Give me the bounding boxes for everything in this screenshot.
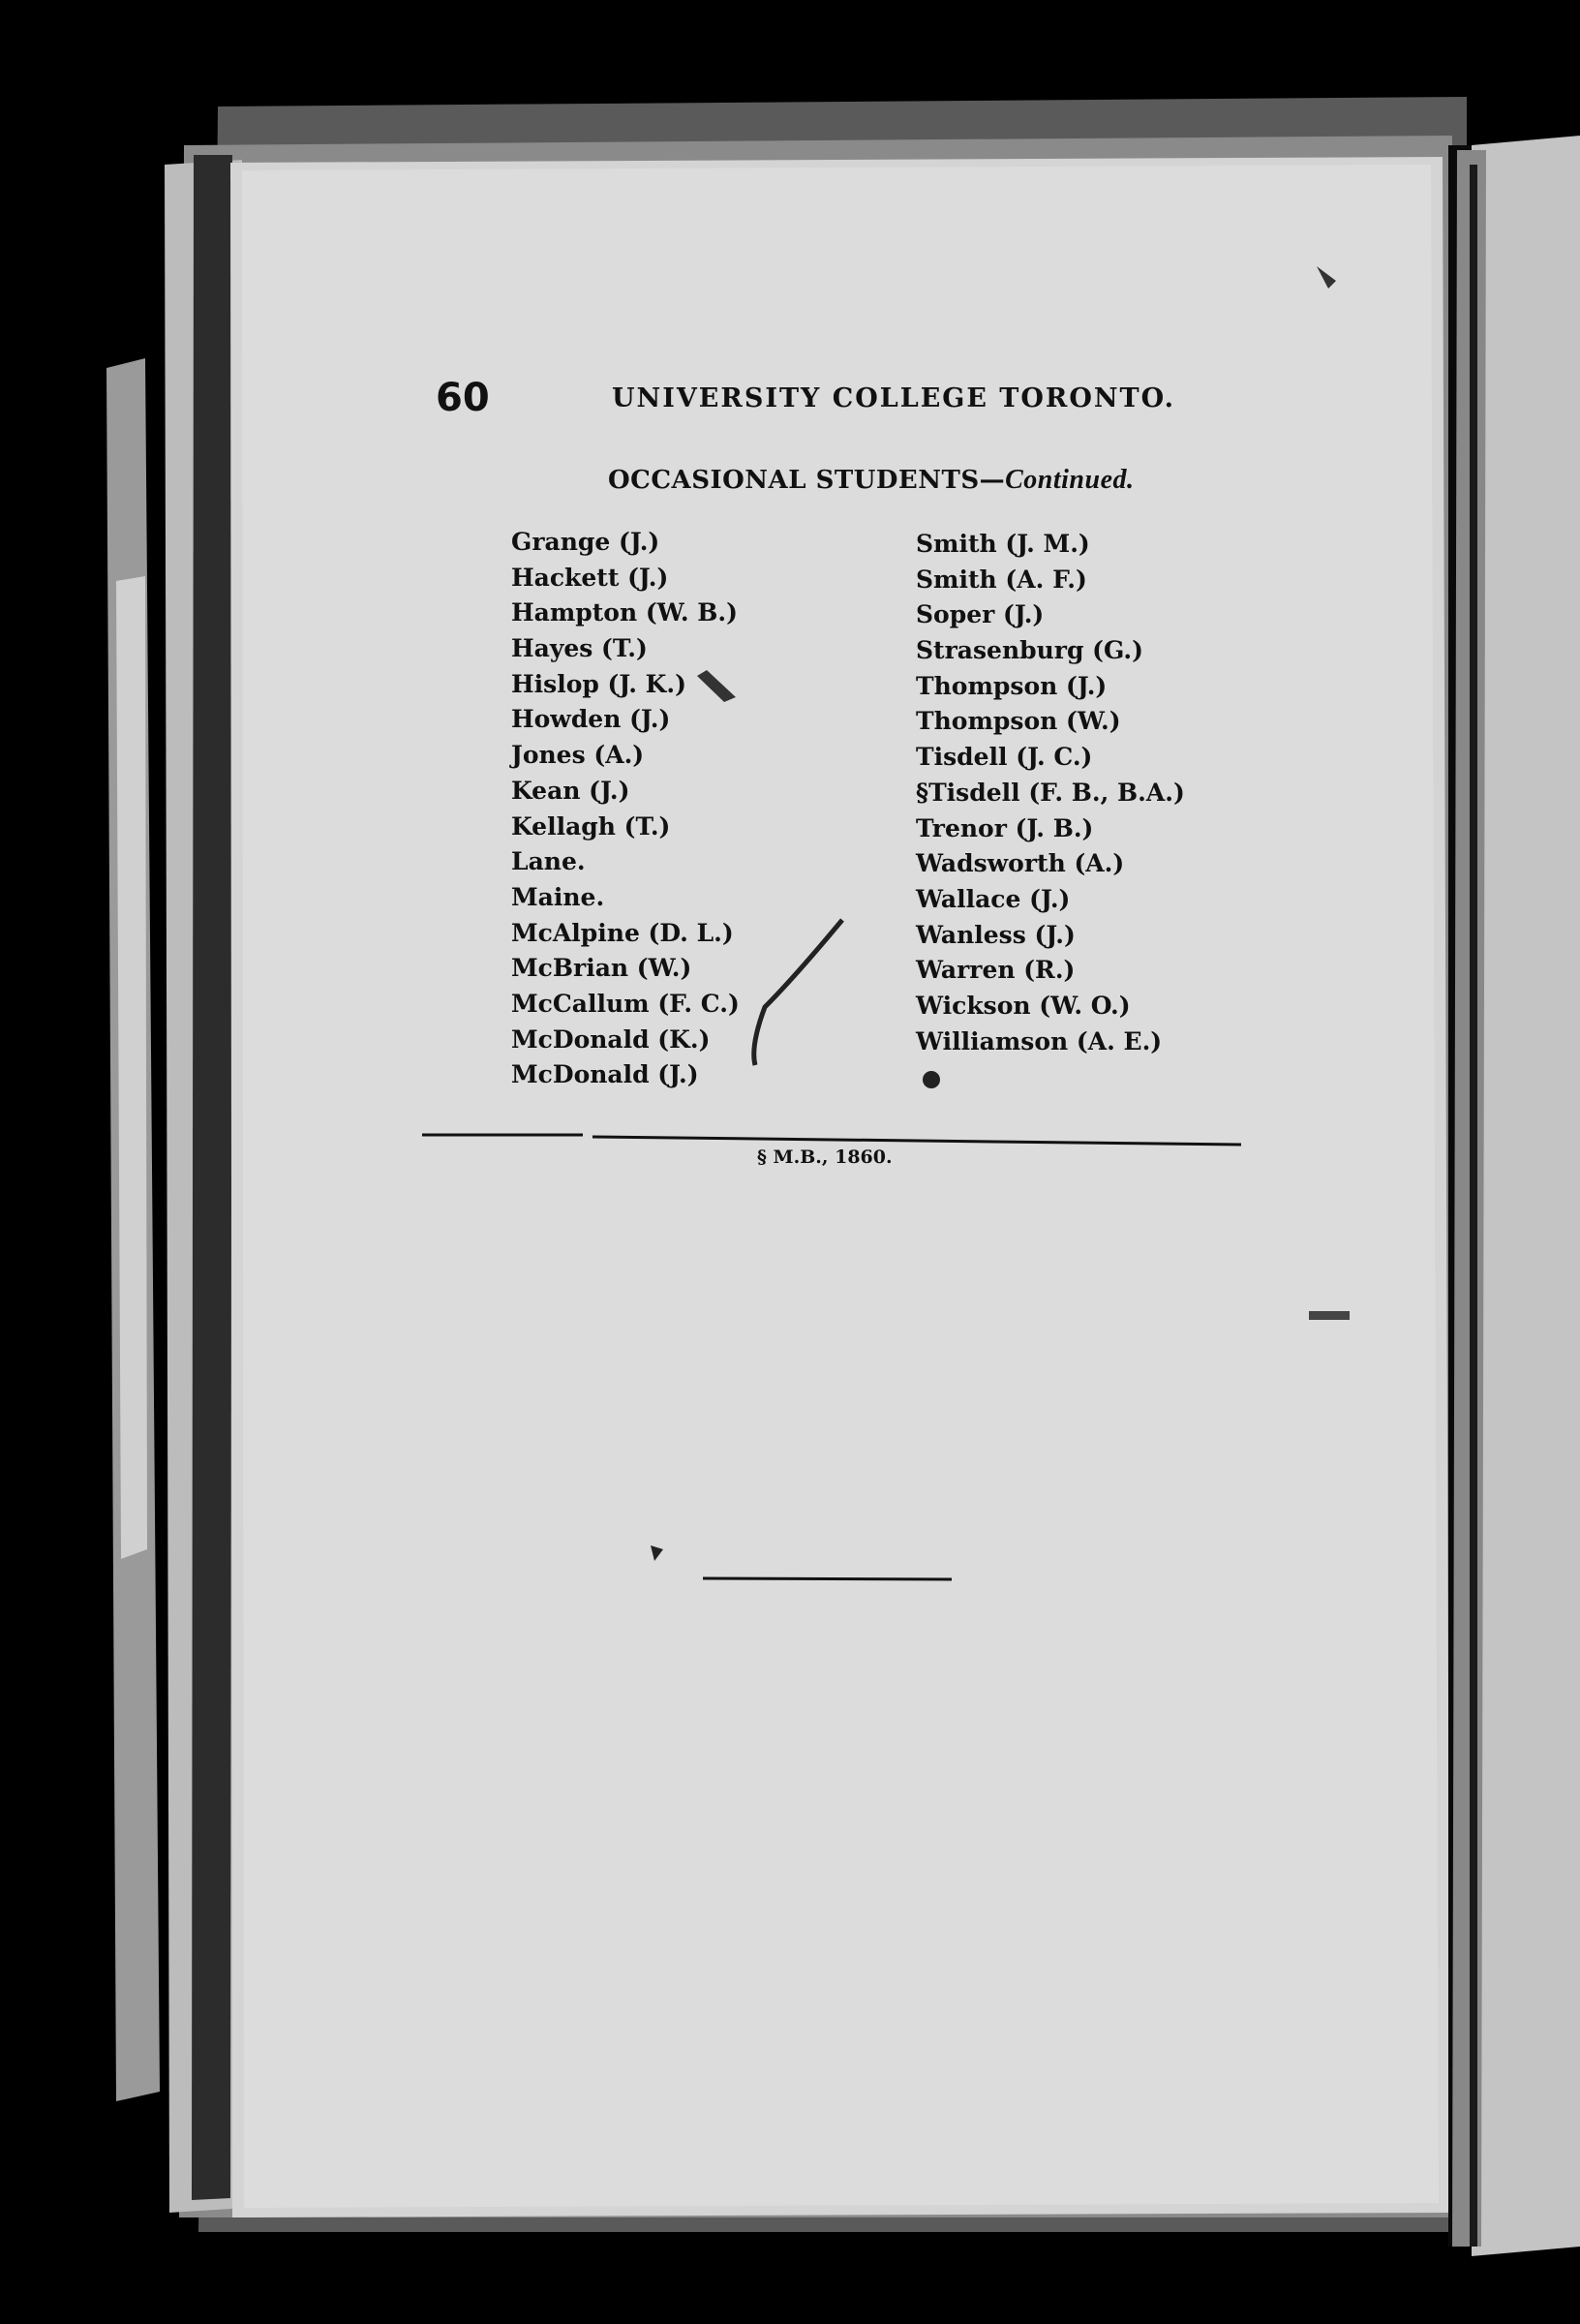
footnote: § M.B., 1860. (757, 1147, 893, 1168)
running-head: UNIVERSITY COLLEGE TORONTO. (612, 383, 1175, 413)
student-name: Wadsworth (A.) (916, 849, 1125, 878)
section-heading-continued: Continued. (1005, 465, 1135, 495)
student-name: Hackett (J.) (511, 563, 669, 592)
student-name: Hampton (W. B.) (511, 598, 738, 627)
section-heading-title: OCCASIONAL STUDENTS— (608, 466, 1006, 495)
student-name: Soper (J.) (916, 600, 1045, 629)
student-name: Thompson (J.) (916, 671, 1108, 700)
student-name: Grange (J.) (511, 528, 660, 556)
page-header (407, 376, 1175, 434)
student-name: §Tisdell (F. B., B.A.) (916, 778, 1185, 807)
student-list-right (916, 527, 1185, 1059)
student-name: Tisdell (J. C.) (916, 743, 1093, 772)
student-name: Kean (J.) (511, 776, 630, 805)
student-name: Warren (R.) (916, 956, 1076, 985)
student-name: Howden (J.) (511, 705, 671, 734)
student-name: McBrian (W.) (511, 954, 692, 983)
student-name: McDonald (J.) (511, 1060, 699, 1089)
student-name: Jones (A.) (511, 741, 645, 770)
student-name: Maine. (511, 882, 605, 911)
section-heading (608, 465, 1135, 496)
student-name: Wanless (J.) (916, 920, 1076, 949)
student-name: McAlpine (D. L.) (511, 918, 734, 947)
student-name: Smith (A. F.) (916, 565, 1087, 594)
student-name: Lane. (511, 847, 586, 876)
student-name: McCallum (F. C.) (511, 989, 740, 1018)
student-name: Strasenburg (G.) (916, 636, 1143, 665)
student-name: Williamson (A. E.) (916, 1026, 1163, 1055)
student-name: Trenor (J. B.) (916, 813, 1094, 842)
student-name: Wallace (J.) (916, 884, 1071, 913)
student-list-left (511, 525, 740, 1093)
student-name: McDonald (K.) (511, 1024, 711, 1054)
student-name: Wickson (W. O.) (916, 991, 1131, 1020)
page-number: 60 (436, 376, 490, 420)
student-name: Thompson (W.) (916, 707, 1121, 736)
student-name: Hislop (J. K.) (511, 669, 686, 698)
student-name: Smith (J. M.) (916, 530, 1090, 558)
student-name: Kellagh (T.) (511, 811, 671, 841)
student-name: Hayes (T.) (511, 634, 648, 663)
